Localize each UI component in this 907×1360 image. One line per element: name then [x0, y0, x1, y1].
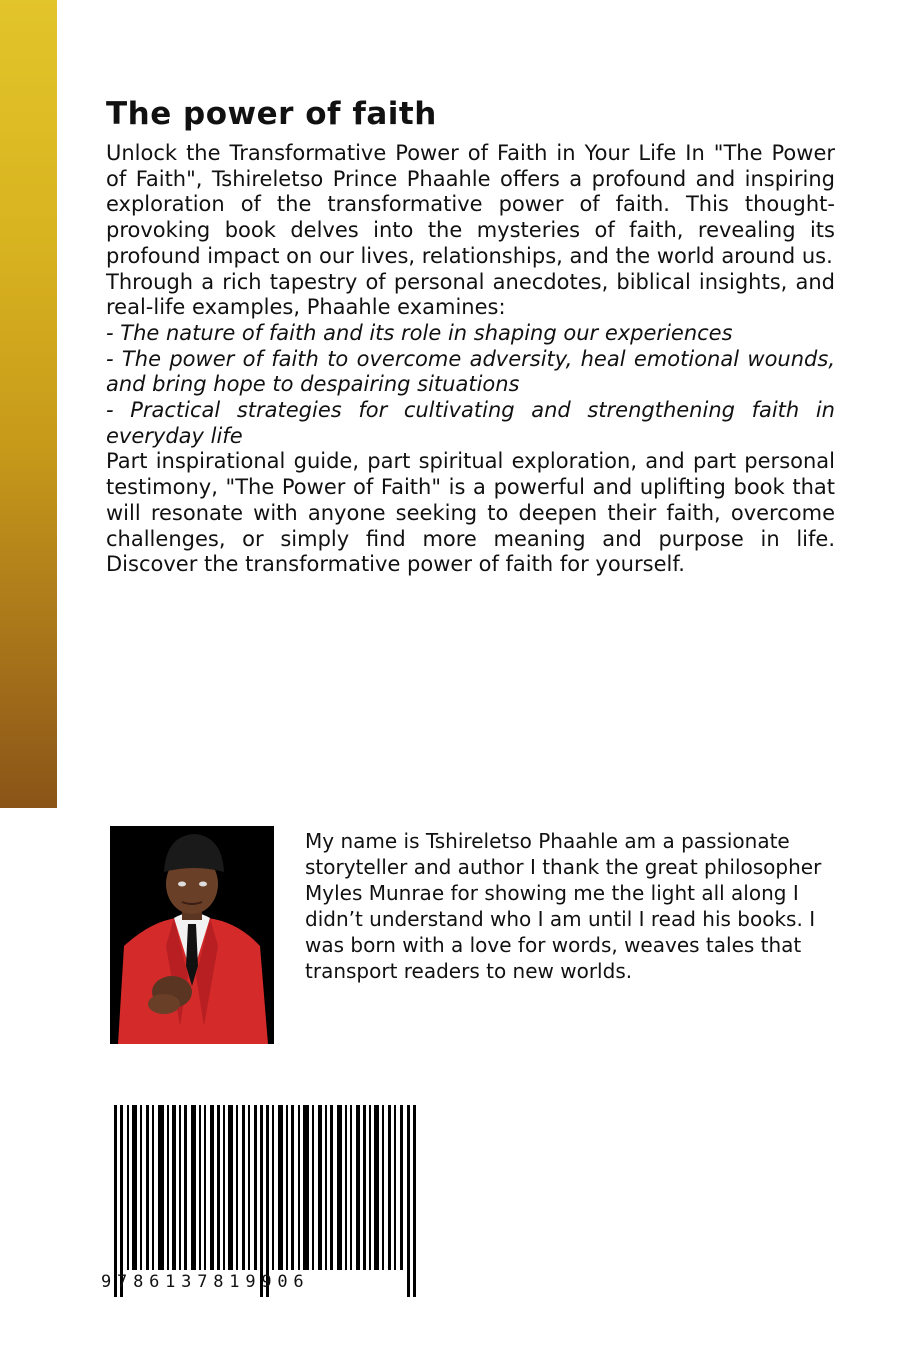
isbn-barcode [114, 1105, 419, 1297]
author-portrait-illustration [110, 826, 274, 1044]
spine-color-strip [0, 0, 57, 808]
book-blurb [106, 141, 835, 578]
blurb-paragraph: Part inspirational guide, part spiritual exploration, and part personal testimony, "The Power of Faith" is a powerful and uplifting book that will resonate with anyone seeking to deepen their faith, overcome challenges, or simply find more meaning and purpose in life. Discover the transformative power of faith for yourself. [106, 449, 835, 577]
isbn-number: 9786137819906 [101, 1272, 310, 1292]
blurb-bullet: - The nature of faith and its role in shaping our experiences [106, 320, 733, 345]
author-photo [110, 826, 274, 1044]
blurb-paragraph: Through a rich tapestry of personal anecdotes, biblical insights, and real-life examples, Phaahle examines: [106, 269, 835, 320]
author-bio: My name is Tshireletso Phaahle am a passionate storyteller and author I thank the great philosopher Myles Munrae for showing me the light all along I didn’t understand who I am until I read his books. I was born with a love for words, weaves tales that transport readers to new worlds. [305, 829, 822, 983]
book-title: The power of faith [106, 96, 437, 132]
blurb-bullet: - Practical strategies for cultivating and strengthening faith in everyday life [106, 398, 835, 448]
blurb-paragraph: Unlock the Transformative Power of Faith in Your Life In "The Power of Faith", Tshireletso Prince Phaahle offers a profound and inspiring exploration of the transformative power of faith. This thought-provoking book delves into the mysteries of faith, revealing its profound impact on our lives, relationships, and the world around us. [106, 141, 835, 268]
blurb-bullet: - The power of faith to overcome adversity, heal emotional wounds, and bring hope to despairing situations [106, 346, 835, 397]
